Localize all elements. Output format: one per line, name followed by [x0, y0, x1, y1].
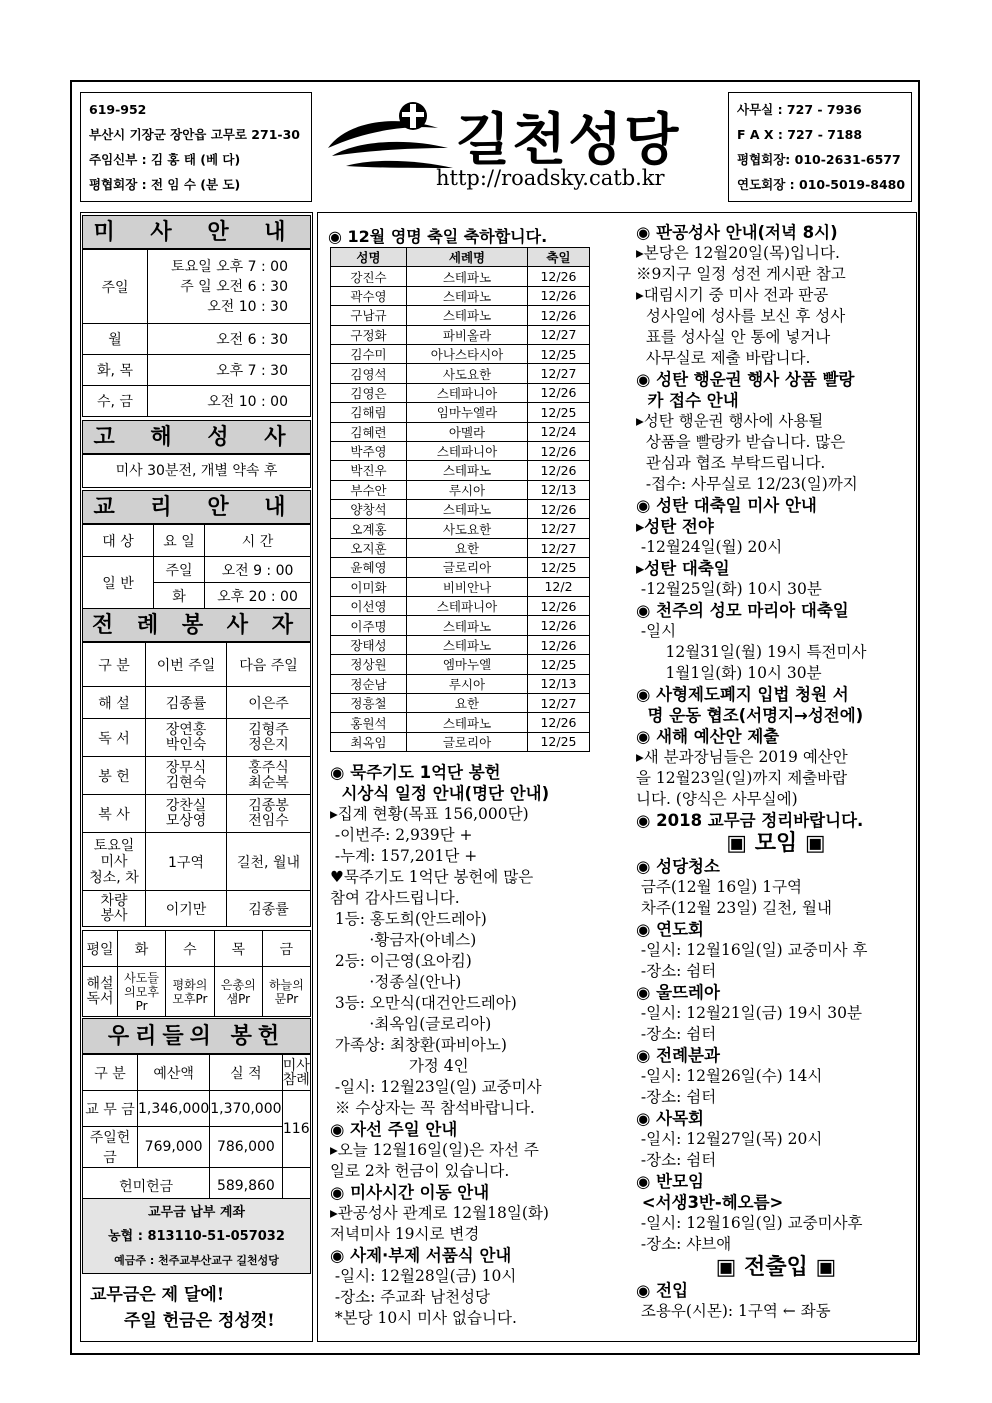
feast-person: 김영석 [331, 364, 407, 383]
feast-baptismal-name: 임마누엘라 [407, 403, 528, 422]
notice-line: -일시 [636, 622, 677, 640]
notice-line: ▸집계 현황(목표 156,000단) [330, 805, 529, 823]
youth-phone: 연도회장 : 010-5019-8480 [737, 177, 906, 192]
notice-line: ·최옥임(글로리아) [330, 1015, 492, 1033]
notice-line: -장소: 쉼터 [636, 1088, 717, 1106]
notice-line: -12월25일(화) 10시 30분 [636, 580, 822, 598]
account-box [82, 1198, 311, 1274]
feast-baptismal-name: 파비올라 [407, 325, 528, 344]
weekday-table [82, 930, 311, 1017]
feast-baptismal-name: 아나스타시아 [407, 344, 528, 363]
mass-day: 월 [83, 324, 148, 355]
notice-line: -일시: 12월28일(금) 10시 [330, 1267, 517, 1285]
notice-line: -일시: 12월26일(수) 14시 [636, 1067, 823, 1085]
church-name: 길천성당 [456, 108, 681, 173]
notice-heading: ◉ 성당청소 [636, 857, 720, 876]
feast-row [331, 286, 590, 305]
notice-line: ▸새 분과장님들은 2019 예산안 [636, 748, 848, 766]
account-bank: 농협 : 813110-51-057032 [108, 1229, 285, 1244]
notice-line: ※9지구 일정 성전 게시판 참고 [636, 265, 846, 283]
notice-line: 차주(12월 23일) 길천, 월내 [636, 899, 832, 917]
notice-heading: ◉ 연도회 [636, 920, 704, 939]
feast-date: 12/26 [528, 713, 590, 732]
header-right-box [728, 92, 912, 202]
weekday-header: 목 [214, 931, 262, 967]
notice-line: ·황금자(아녜스) [330, 931, 477, 949]
server-this: 김종률 [146, 687, 227, 719]
feast-person: 장태성 [331, 635, 407, 654]
notice-line: ▸오늘 12월16일(일)은 자선 주 [330, 1141, 539, 1159]
feast-date: 12/25 [528, 655, 590, 674]
server-this: 강찬실 모상영 [146, 795, 227, 833]
notice-line: ♥묵주기도 1억단 봉헌에 많은 [330, 868, 534, 886]
mass-sunday-time-1: 토요일 오후 7 : 00 [171, 258, 288, 275]
address: 부산시 기장군 장안읍 고무로 271-30 [89, 127, 300, 142]
feast-baptismal-name: 스테파노 [407, 286, 528, 305]
feast-header: 축일 [528, 248, 590, 267]
feast-date: 12/26 [528, 383, 590, 402]
feast-baptismal-name: 글로리아 [407, 558, 528, 577]
feast-row [331, 325, 590, 344]
feast-date: 12/13 [528, 674, 590, 693]
notice-heading: ▸성탄 전야 [636, 517, 714, 536]
feast-person: 오지훈 [331, 538, 407, 557]
notice-line: -이번주: 2,939단 + [330, 826, 473, 844]
notice-line: 가족상: 최창환(파비아노) [330, 1036, 507, 1054]
feast-baptismal-name: 글로리아 [407, 732, 528, 751]
catechism-group: 일 반 [83, 557, 154, 609]
notice-line: 1등: 홍도희(안드레아) [330, 910, 487, 928]
feast-baptismal-name: 스테파노 [407, 616, 528, 635]
mass-day: 화, 목 [83, 355, 148, 386]
middle-notices [330, 762, 620, 1329]
weekday-role: 해설 독서 [83, 967, 118, 1017]
offering-label: 교 무 금 [83, 1091, 138, 1127]
weekday-header: 수 [166, 931, 215, 967]
notice-heading: ◉ 미사시간 이동 안내 [330, 1183, 490, 1202]
notice-line: -장소: 주교좌 남천성당 [330, 1288, 490, 1306]
server-next: 김종률 [227, 891, 311, 927]
notice-heading: ◉ 판공성사 안내(저녁 8시) [636, 223, 838, 242]
feast-row [331, 403, 590, 422]
mass-sunday-label: 주일 [83, 250, 148, 324]
feast-row [331, 674, 590, 693]
feast-date: 12/27 [528, 538, 590, 557]
notice-line: 을 12월23일(일)까지 제출바랍 [636, 769, 848, 787]
server-next: 김형주 정은지 [227, 719, 311, 757]
notice-heading: <서생3반-헤오름> [636, 1193, 784, 1212]
notice-line: 니다. (양식은 사무실에) [636, 790, 798, 808]
notice-line: 12월31일(월) 19시 특전미사 [636, 643, 867, 661]
feast-baptismal-name: 요한 [407, 538, 528, 557]
feast-row [331, 538, 590, 557]
mass-time: 오후 7 : 30 [148, 355, 311, 386]
fax-number: F A X : 727 - 7188 [737, 127, 863, 142]
feast-header: 성명 [331, 248, 407, 267]
feast-date: 12/26 [528, 267, 590, 286]
feast-row [331, 713, 590, 732]
feast-row [331, 480, 590, 499]
feast-baptismal-name: 스테파노 [407, 306, 528, 325]
account-title: 교무금 납부 계좌 [148, 1205, 245, 1220]
feast-date: 12/25 [528, 344, 590, 363]
feast-person: 강진수 [331, 267, 407, 286]
feast-date: 12/27 [528, 519, 590, 538]
feast-title: ◉ 12월 영명 축일 축하합니다. [328, 227, 548, 246]
notice-heading: ◉ 2018 교무금 정리바랍니다. [636, 811, 864, 830]
notice-line: -일시: 12월23일(일) 교중미사 [330, 1078, 542, 1096]
notice-line: -장소: 쉼터 [636, 1151, 717, 1169]
feast-date: 12/26 [528, 500, 590, 519]
feast-row [331, 441, 590, 460]
feast-person: 부수안 [331, 480, 407, 499]
notice-heading: ◉ 사목회 [636, 1109, 704, 1128]
servers-title: 전 례 봉 사 자 [82, 608, 311, 642]
feast-row [331, 597, 590, 616]
notice-line: 금주(12월 16일) 1구역 [636, 878, 803, 896]
feast-baptismal-name: 스테파노 [407, 635, 528, 654]
server-role: 봉 헌 [83, 757, 146, 795]
feast-date: 12/26 [528, 597, 590, 616]
mass-sunday-time-3: 오전 10 : 30 [207, 298, 288, 315]
server-this: 1구역 [146, 833, 227, 891]
feast-date: 12/25 [528, 558, 590, 577]
server-next: 김종봉 전임수 [227, 795, 311, 833]
weekday-value: 은총의 샘Pr [214, 967, 262, 1017]
servers-header: 다음 주일 [227, 643, 311, 687]
server-role: 토요일 미사 청소, 차 [83, 833, 146, 891]
notice-line: -일시: 12월16일(일) 교중미사 후 [636, 941, 868, 959]
notice-line: 표를 성사실 안 통에 넣거나 [636, 328, 831, 346]
feast-row [331, 267, 590, 286]
server-role: 복 사 [83, 795, 146, 833]
feast-person: 윤혜영 [331, 558, 407, 577]
server-next: 홍주식 최순복 [227, 757, 311, 795]
pastor: 주임신부 : 김 홍 태 (베 다) [89, 152, 241, 167]
mass-table [82, 249, 311, 417]
feast-row [331, 616, 590, 635]
notice-heading: ◉ 전례분과 [636, 1046, 720, 1065]
feast-row [331, 383, 590, 402]
weekday-value: 평화의 모후Pr [166, 967, 215, 1017]
notice-line: 사무실로 제출 바랍니다. [636, 349, 811, 367]
notice-heading: ◉ 사제·부제 서품식 안내 [330, 1246, 512, 1265]
notice-line: 2등: 이근영(요아킴) [330, 952, 472, 970]
offering-actual: 1,370,000 [210, 1091, 282, 1127]
feast-table [330, 247, 590, 752]
notice-line: 1월1일(화) 10시 30분 [636, 664, 822, 682]
notice-line: 저녁미사 19시로 변경 [330, 1225, 480, 1243]
feast-row [331, 422, 590, 441]
offering-header: 예산액 [138, 1055, 210, 1091]
notice-heading: ◉ 묵주기도 1억단 봉헌 [330, 763, 501, 782]
postal-code: 619-952 [89, 102, 147, 117]
catechism-header: 요 일 [154, 525, 205, 557]
slogan-line-1: 교무금은 제 달에! [90, 1285, 225, 1305]
section-heading: ▣ 전출입 ▣ [715, 1255, 837, 1280]
catechism-time: 오후 20 : 00 [205, 583, 311, 609]
notice-heading: ◉ 성탄 대축일 미사 안내 [636, 496, 817, 515]
notice-heading: 시상식 일정 안내(명단 안내) [330, 784, 550, 803]
server-role: 해 설 [83, 687, 146, 719]
feast-row [331, 461, 590, 480]
feast-person: 박진우 [331, 461, 407, 480]
feast-row [331, 519, 590, 538]
feast-date: 12/27 [528, 325, 590, 344]
feast-person: 이주명 [331, 616, 407, 635]
offering-table [82, 1054, 311, 1204]
notice-line: 일로 2차 헌금이 있습니다. [330, 1162, 510, 1180]
notice-line: 성사일에 성사를 보신 후 성사 [636, 307, 846, 325]
offering-actual: 786,000 [210, 1127, 282, 1168]
catechism-title: 교 리 안 내 [82, 490, 311, 524]
feast-person: 이미화 [331, 577, 407, 596]
notice-line: -장소: 샤브애 [636, 1235, 732, 1253]
server-this: 이기만 [146, 891, 227, 927]
server-role: 차량 봉사 [83, 891, 146, 927]
mass-time: 오전 10 : 00 [148, 386, 311, 417]
notice-line: -장소: 쉼터 [636, 1025, 717, 1043]
feast-date: 12/26 [528, 306, 590, 325]
feast-person: 김해림 [331, 403, 407, 422]
notice-heading: ◉ 성탄 행운권 행사 상품 빨랑 [636, 370, 855, 389]
slogan [90, 1282, 310, 1334]
notice-line: -누계: 157,201단 + [330, 847, 478, 865]
notice-line: 가정 4인 [330, 1057, 469, 1075]
offering-actual: 589,860 [210, 1168, 282, 1204]
mass-day: 수, 금 [83, 386, 148, 417]
feast-person: 정순남 [331, 674, 407, 693]
feast-row [331, 635, 590, 654]
offering-header: 미사 참례 [282, 1055, 310, 1091]
servers-header: 구 분 [83, 643, 146, 687]
office-phone: 사무실 : 727 - 7936 [737, 102, 862, 117]
mass-time: 오전 6 : 30 [148, 324, 311, 355]
notice-heading: ◉ 새해 예산안 제출 [636, 727, 780, 746]
feast-row [331, 577, 590, 596]
offering-label: 주일헌금 [83, 1127, 138, 1168]
feast-baptismal-name: 스테파니아 [407, 597, 528, 616]
offering-header: 실 적 [210, 1055, 282, 1091]
notice-line: -장소: 쉼터 [636, 962, 717, 980]
feast-baptismal-name: 스테파니아 [407, 383, 528, 402]
feast-baptismal-name: 엠마누엘 [407, 655, 528, 674]
offering-header: 구 분 [83, 1055, 138, 1091]
notice-heading: ◉ 전입 [636, 1281, 689, 1300]
weekday-value: 하늘의 문Pr [262, 967, 310, 1017]
feast-row [331, 306, 590, 325]
feast-date: 12/13 [528, 480, 590, 499]
notice-line: *본당 10시 미사 없습니다. [330, 1309, 517, 1327]
notice-line: ▸관공성사 관계로 12월18일(화) [330, 1204, 549, 1222]
feast-date: 12/25 [528, 732, 590, 751]
feast-date: 12/25 [528, 403, 590, 422]
feast-baptismal-name: 비비안나 [407, 577, 528, 596]
feast-date: 12/26 [528, 441, 590, 460]
feast-date: 12/27 [528, 364, 590, 383]
feast-date: 12/26 [528, 616, 590, 635]
feast-person: 오계홍 [331, 519, 407, 538]
catechism-table [82, 524, 311, 609]
slogan-line-2: 주일 헌금은 정성껏! [124, 1311, 275, 1331]
catechism-time: 오전 9 : 00 [205, 557, 311, 583]
confession-title: 고 해 성 사 [82, 420, 311, 454]
feast-row [331, 344, 590, 363]
feast-row [331, 558, 590, 577]
catechism-header: 시 간 [205, 525, 311, 557]
notice-heading: ▸성탄 대축일 [636, 559, 730, 578]
feast-baptismal-name: 아멜라 [407, 422, 528, 441]
feast-row [331, 655, 590, 674]
council-phone: 평협회장: 010-2631-6577 [737, 152, 901, 167]
feast-baptismal-name: 스테파노 [407, 500, 528, 519]
offering-budget: 1,346,000 [138, 1091, 210, 1127]
feast-row [331, 500, 590, 519]
notice-line: ▸성탄 행운권 행사에 사용될 [636, 412, 824, 430]
notice-line: -일시: 12월16일(일) 교중미사후 [636, 1214, 863, 1232]
notice-line: 조용우(시몬): 1구역 ← 좌동 [636, 1302, 831, 1320]
notice-line: 상품을 빨랑카 받습니다. 많은 [636, 433, 846, 451]
feast-row [331, 693, 590, 712]
server-next: 길천, 월내 [227, 833, 311, 891]
feast-date: 12/27 [528, 693, 590, 712]
feast-person: 홍원석 [331, 713, 407, 732]
server-role: 독 서 [83, 719, 146, 757]
notice-line: -일시: 12월21일(금) 19시 30분 [636, 1004, 862, 1022]
account-holder: 예금주 : 천주교부산교구 길천성당 [114, 1254, 279, 1267]
offering-attendance: 116 [282, 1091, 310, 1168]
notice-line: ·정종실(안나) [330, 973, 462, 991]
feast-person: 김영은 [331, 383, 407, 402]
notice-line: 참여 감사드립니다. [330, 889, 460, 907]
council-president: 평협회장 : 전 임 수 (분 도) [89, 177, 241, 192]
feast-baptismal-name: 사도요한 [407, 364, 528, 383]
weekday-header: 금 [262, 931, 310, 967]
feast-person: 김수미 [331, 344, 407, 363]
notice-line: -12월24일(월) 20시 [636, 538, 783, 556]
mass-title: 미 사 안 내 [82, 215, 311, 249]
feast-baptismal-name: 스테파니아 [407, 441, 528, 460]
feast-person: 박주영 [331, 441, 407, 460]
feast-date: 12/26 [528, 286, 590, 305]
right-notices [636, 222, 916, 1322]
website-url[interactable]: http://roadsky.catb.kr [436, 166, 665, 190]
weekday-value: 사도들 의모후 Pr [118, 967, 166, 1017]
notice-heading: ◉ 천주의 성모 마리아 대축일 [636, 601, 849, 620]
notice-line: 3등: 오만식(대건안드레아) [330, 994, 517, 1012]
notice-heading: ◉ 사형제도폐지 입법 청원 서 [636, 685, 849, 704]
header-left-box [80, 92, 312, 202]
servers-table [82, 642, 311, 927]
feast-date: 12/2 [528, 577, 590, 596]
catechism-day: 화 [154, 583, 205, 609]
feast-person: 정상원 [331, 655, 407, 674]
feast-person: 구남규 [331, 306, 407, 325]
feast-person: 이선영 [331, 597, 407, 616]
mass-sunday-time-2: 주 일 오전 6 : 30 [180, 278, 288, 295]
feast-person: 정흥철 [331, 693, 407, 712]
feast-date: 12/26 [528, 461, 590, 480]
notice-heading: ◉ 반모임 [636, 1172, 704, 1191]
feast-date: 12/26 [528, 635, 590, 654]
feast-baptismal-name: 요한 [407, 693, 528, 712]
server-next: 이은주 [227, 687, 311, 719]
feast-baptismal-name: 스테파노 [407, 713, 528, 732]
feast-person: 양창석 [331, 500, 407, 519]
offering-title: 우리들의 봉헌 [82, 1018, 311, 1054]
notice-line: 관심과 협조 부탁드립니다. [636, 454, 826, 472]
feast-baptismal-name: 스테파노 [407, 461, 528, 480]
feast-date: 12/24 [528, 422, 590, 441]
offering-budget: 769,000 [138, 1127, 210, 1168]
feast-row [331, 732, 590, 751]
feast-person: 곽수영 [331, 286, 407, 305]
servers-header: 이번 주일 [146, 643, 227, 687]
feast-baptismal-name: 사도요한 [407, 519, 528, 538]
notice-heading: 카 접수 안내 [636, 391, 739, 410]
weekday-header: 화 [118, 931, 166, 967]
feast-person: 최옥임 [331, 732, 407, 751]
weekday-header: 평일 [83, 931, 118, 967]
feast-baptismal-name: 루시아 [407, 480, 528, 499]
notice-line: ※ 수상자는 꼭 참석바랍니다. [330, 1099, 535, 1117]
server-this: 장무식 김현숙 [146, 757, 227, 795]
notice-line: -접수: 사무실로 12/23(일)까지 [636, 475, 858, 493]
feast-row [331, 364, 590, 383]
notice-heading: 명 운동 협조(서명지→성전에) [636, 706, 864, 725]
notice-line: -일시: 12월27일(목) 20시 [636, 1130, 823, 1148]
feast-person: 구정화 [331, 325, 407, 344]
feast-baptismal-name: 스테파노 [407, 267, 528, 286]
feast-person: 김혜련 [331, 422, 407, 441]
notice-heading: ◉ 자선 주일 안내 [330, 1120, 458, 1139]
server-this: 장연홍 박인숙 [146, 719, 227, 757]
notice-line: ▸대림시기 중 미사 전과 판공 [636, 286, 829, 304]
feast-baptismal-name: 루시아 [407, 674, 528, 693]
feast-header: 세례명 [407, 248, 528, 267]
catechism-header: 대 상 [83, 525, 154, 557]
confession-text: 미사 30분전, 개별 약속 후 [82, 454, 311, 488]
notice-line: ▸본당은 12월20일(목)입니다. [636, 244, 840, 262]
section-heading: ▣ 모임 ▣ [726, 831, 826, 856]
catechism-day: 주일 [154, 557, 205, 583]
notice-heading: ◉ 울뜨레아 [636, 983, 720, 1002]
offering-label: 헌미헌금 [83, 1168, 210, 1204]
